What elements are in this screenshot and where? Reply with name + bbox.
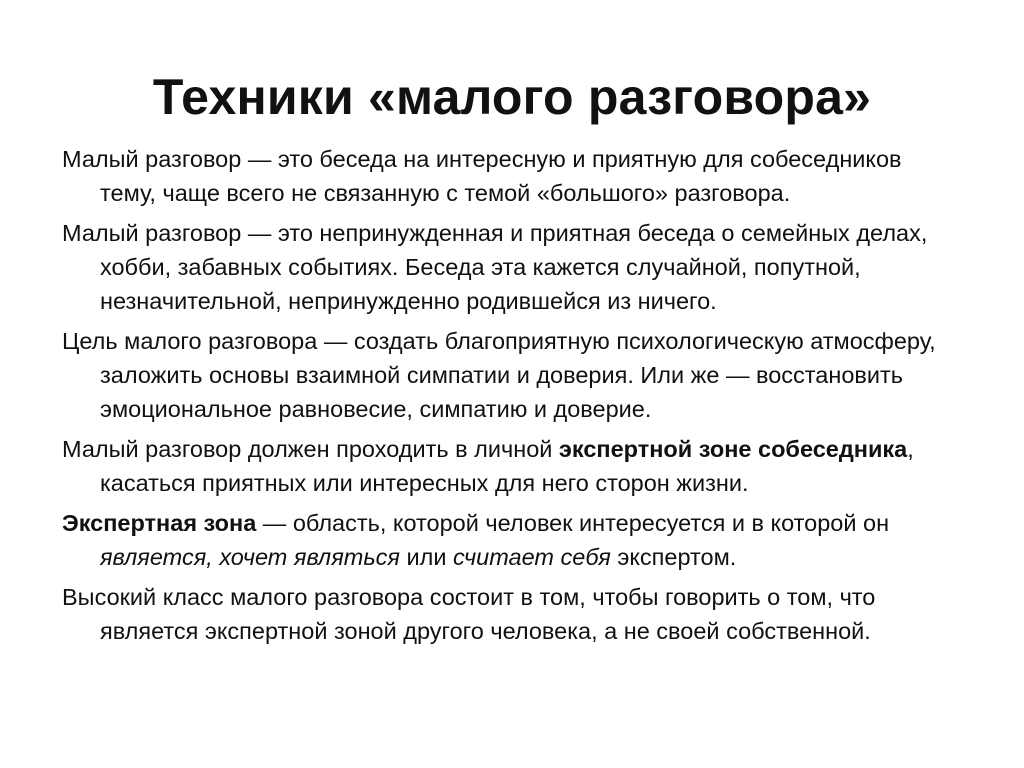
paragraph-1 <box>62 142 962 210</box>
text-segment: Малый разговор — это непринужденная и приятная беседа о семейных делах, хобби, забавных событиях. Беседа эта кажется случайной, попутной, незначительной, непринужденно родившейся из ничего. <box>62 220 928 314</box>
paragraph-3 <box>62 324 962 426</box>
paragraph-5 <box>62 506 962 574</box>
italic-phrase: считает себя <box>453 544 611 570</box>
paragraph-6 <box>62 580 962 648</box>
bold-term-expert-zone: экспертной зоне собеседника <box>558 436 908 462</box>
text-segment: Малый разговор — это беседа на интересную и приятную для собеседников тему, чаще всего не связанную с темой «большого» разговора. <box>62 146 902 206</box>
slide-title: Техники «малого разговора» <box>152 69 872 125</box>
italic-phrase: является, хочет являться <box>100 544 400 570</box>
bold-term-definition: Экспертная зона <box>62 510 257 536</box>
text-segment: Высокий класс малого разговора состоит в том, чтобы говорить о том, что является экспертной зоной другого человека, а не своей собственной. <box>62 584 876 644</box>
text-segment: Цель малого разговора — создать благоприятную психологическую атмосферу, заложить основы взаимной симпатии и доверия. Или же — восстановить эмоциональное равновесие, симпатию и доверие. <box>62 328 936 422</box>
text-segment: — область, которой человек интересуется и в которой он <box>256 510 890 536</box>
text-segment: Малый разговор должен проходить в личной <box>62 436 559 462</box>
paragraph-4 <box>62 432 962 500</box>
paragraph-2 <box>62 216 962 318</box>
text-segment: экспертом. <box>610 544 737 570</box>
slide-body <box>62 142 962 654</box>
text-segment: , касаться приятных или интересных для него сторон жизни. <box>100 436 914 496</box>
text-segment: или <box>399 544 454 570</box>
